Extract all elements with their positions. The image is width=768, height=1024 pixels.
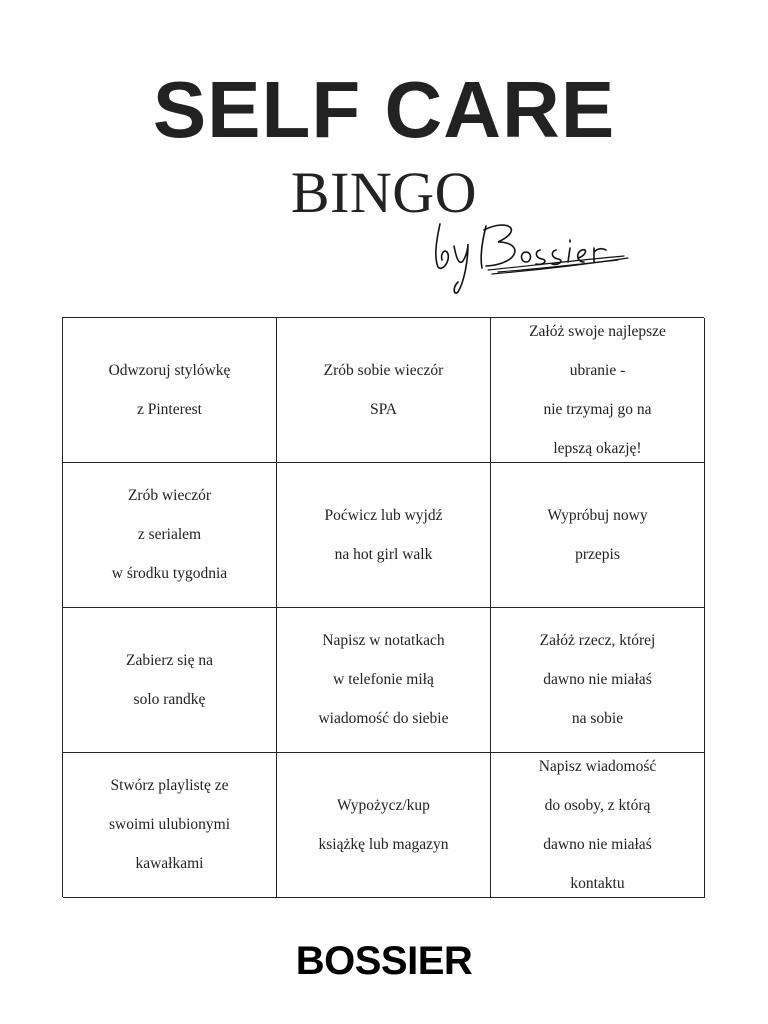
cell-line: na sobie <box>571 710 624 728</box>
cell-line: z Pinterest <box>136 400 202 418</box>
cell-line: nie trzymaj go na <box>543 400 652 418</box>
cell-line: książkę lub magazyn <box>318 835 449 853</box>
cell-line: ubranie - <box>569 361 626 379</box>
bingo-grid <box>62 317 704 897</box>
bingo-cell[interactable] <box>63 463 277 608</box>
cell-line: Załóż rzecz, której <box>539 632 656 650</box>
cell-line: kawałkami <box>135 855 204 873</box>
cell-line: Stwórz playlistę ze <box>110 777 229 795</box>
bingo-cell[interactable] <box>491 753 705 898</box>
bingo-cell[interactable] <box>491 463 705 608</box>
cell-line: Wypróbuj nowy <box>547 506 648 524</box>
bingo-cell[interactable] <box>63 608 277 753</box>
cell-line: na hot girl walk <box>334 545 433 563</box>
cell-line: przepis <box>575 545 620 563</box>
cell-line: do osoby, z którą <box>544 796 651 814</box>
cell-line: Napisz wiadomość <box>538 757 657 775</box>
bingo-cell[interactable] <box>491 608 705 753</box>
page-title: SELF CARE <box>152 65 616 154</box>
bingo-cell[interactable] <box>277 463 491 608</box>
cell-line: z serialem <box>137 526 202 544</box>
bingo-cell[interactable] <box>491 318 705 463</box>
bingo-cell[interactable] <box>63 753 277 898</box>
cell-line: Odwzoruj stylówkę <box>108 361 231 379</box>
cell-line: dawno nie miałaś <box>543 835 652 853</box>
bingo-cell[interactable] <box>277 318 491 463</box>
page-subtitle: BINGO <box>290 160 478 225</box>
signature-logo <box>428 212 638 302</box>
cell-line: dawno nie miałaś <box>543 671 652 689</box>
cell-line: Napisz w notatkach <box>322 632 445 650</box>
bingo-cell[interactable] <box>63 318 277 463</box>
bingo-cell[interactable] <box>277 753 491 898</box>
cell-line: swoimi ulubionymi <box>109 816 230 834</box>
cell-line: Zrób wieczór <box>127 487 212 505</box>
cell-line: w środku tygodnia <box>111 565 228 583</box>
cell-line: wiadomość do siebie <box>318 710 449 728</box>
cell-line: lepszą okazję! <box>553 439 642 457</box>
cell-line: kontaktu <box>570 874 625 892</box>
cell-line: SPA <box>369 400 397 418</box>
cell-line: w telefonie miłą <box>333 671 434 689</box>
cell-line: Wypożycz/kup <box>337 796 430 814</box>
cell-line: solo randkę <box>133 690 206 708</box>
cell-line: Zrób sobie wieczór <box>323 361 444 379</box>
brand-logo: BOSSIER <box>295 939 473 983</box>
cell-line: Zabierz się na <box>126 651 213 669</box>
cell-line: Załóż swoje najlepsze <box>529 322 666 340</box>
bingo-cell[interactable] <box>277 608 491 753</box>
cell-line: Poćwicz lub wyjdź <box>324 506 443 524</box>
